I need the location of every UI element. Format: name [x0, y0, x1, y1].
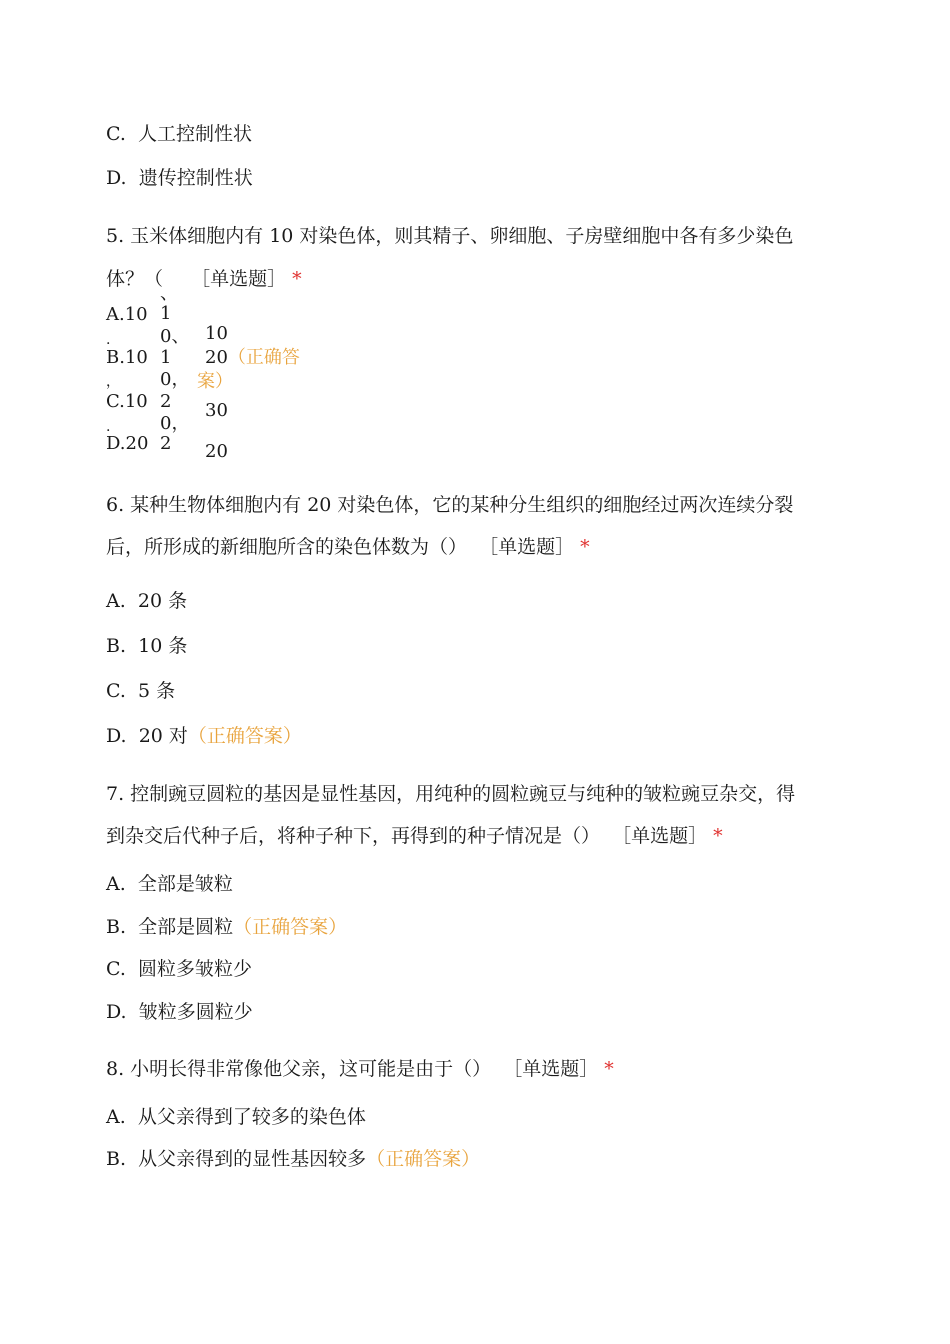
q5-fragment-comma: ，: [106, 374, 120, 390]
option-text: 人工控制性状: [138, 123, 253, 145]
required-star: *: [604, 1058, 614, 1080]
q7-stem-line1: 7. 控制豌豆圆粒的基因是显性基因，用纯种的圆粒豌豆与纯种的皱粒豌豆杂交，得: [106, 783, 796, 805]
q5-fragment: 1: [160, 347, 172, 368]
q5-fragment: 0，: [160, 369, 190, 390]
correct-answer-mark-cont: 案）: [197, 371, 233, 392]
q5-option-c-value: 30: [205, 400, 228, 421]
correct-answer-mark: （正确答: [227, 347, 300, 368]
question-type: ［单选题］: [479, 536, 575, 558]
q5-fragment: 、: [160, 283, 178, 304]
q5-stem-line2: 体？（ ［单选题］ *: [106, 268, 302, 290]
q8-stem-line1: 8. 小明长得非常像他父亲，这可能是由于（） ［单选题］ *: [106, 1058, 614, 1080]
q5-fragment-dot: .: [106, 332, 111, 348]
required-star: *: [292, 268, 302, 290]
q5-option-a-value: 10: [205, 323, 228, 344]
q7-stem-line2: 到杂交后代种子后，将种子种下，再得到的种子情况是（） ［单选题］ *: [106, 825, 723, 847]
q6-stem-line1: 6. 某种生物体细胞内有 20 对染色体，它的某种分生组织的细胞经过两次连续分裂: [106, 494, 794, 516]
q5-option-b-value: 20（正确答: [205, 347, 300, 368]
q5-stem-line1: 5. 玉米体细胞内有 10 对染色体，则其精子、卵细胞、子房壁细胞中各有多少染色: [106, 225, 794, 247]
q5-option-d-label: D.20: [106, 433, 149, 454]
q4-option-c: [106, 122, 252, 146]
q5-option-d-value: 20: [205, 441, 228, 462]
q8-option-a: A. 从父亲得到了较多的染色体: [106, 1106, 366, 1128]
q7-option-c: C. 圆粒多皱粒少: [106, 958, 253, 980]
q5-fragment: 1: [160, 303, 172, 324]
correct-answer-mark: （正确答案）: [366, 1148, 481, 1170]
q5-option-b-label: B.10: [106, 347, 148, 368]
q5-option-a-label: A.10: [106, 304, 148, 325]
q5-fragment-column: [160, 283, 190, 462]
q7-option-a: A. 全部是皱粒: [106, 873, 233, 895]
q4-option-d: [106, 166, 253, 190]
q6-option-b: B. 10 条: [106, 635, 188, 657]
correct-answer-mark: （正确答案）: [233, 916, 348, 938]
q6-option-c: C. 5 条: [106, 680, 176, 702]
q5-fragment: 2: [160, 433, 172, 454]
required-star: *: [713, 825, 723, 847]
q5-fragment: 0、: [160, 326, 190, 347]
q7-option-b: B. 全部是圆粒（正确答案）: [106, 916, 348, 938]
question-type: ［单选题］: [503, 1058, 599, 1080]
option-letter: C.: [106, 123, 126, 145]
q6-stem-line2: 后，所形成的新细胞所含的染色体数为（） ［单选题］ *: [106, 536, 590, 558]
q7-option-d: D. 皱粒多圆粒少: [106, 1001, 253, 1023]
q6-option-a: A. 20 条: [106, 590, 188, 612]
q5-option-c-label: C.10: [106, 391, 148, 412]
q5-fragment: 0，: [160, 413, 190, 434]
q5-fragment-dot: .: [106, 419, 111, 435]
q8-option-b: B. 从父亲得到的显性基因较多（正确答案）: [106, 1148, 481, 1170]
correct-answer-mark: （正确答案）: [187, 725, 302, 747]
question-type: ［单选题］: [191, 268, 287, 290]
required-star: *: [580, 536, 590, 558]
q5-fragment: 2: [160, 391, 172, 412]
q6-option-d: D. 20 对（正确答案）: [106, 725, 302, 747]
option-text: 遗传控制性状: [138, 167, 253, 189]
option-letter: D.: [106, 167, 127, 189]
question-type: ［单选题］: [612, 825, 708, 847]
